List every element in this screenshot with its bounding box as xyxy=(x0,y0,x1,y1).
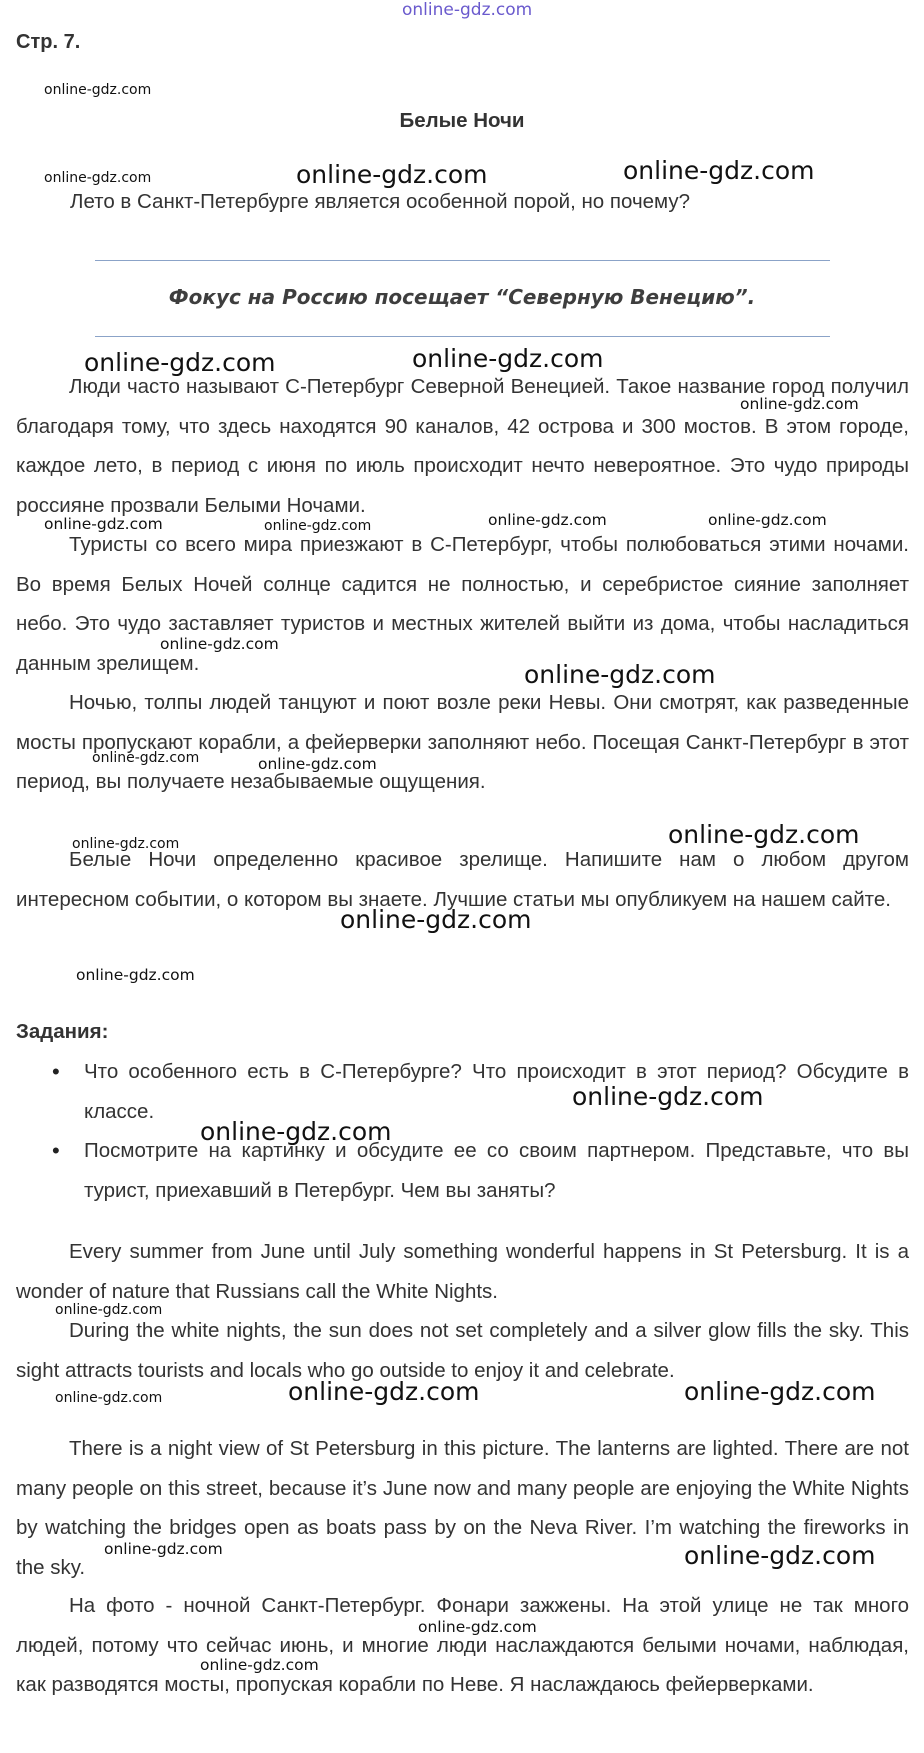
rule-bottom xyxy=(95,336,830,337)
bullet-icon: • xyxy=(52,1138,60,1163)
watermark: online-gdz.com xyxy=(296,160,488,189)
article-paragraph-2: Туристы со всего мира приезжают в С-Петербург, чтобы полюбоваться этими ночами. Во время Белых Ночей солнце садится не полностью, и серебристое сияние заполняет небо. Это чудо заставляет туристов и местных жителей выйти из дома, чтобы насладиться данным зрелищем. xyxy=(16,533,909,675)
watermark: online-gdz.com xyxy=(104,1540,223,1558)
watermark: online-gdz.com xyxy=(412,344,604,373)
watermark: online-gdz.com xyxy=(340,905,532,934)
answer-paragraph-4: На фото - ночной Санкт-Петербург. Фонари зажжены. На этой улице не так много людей, потому что сейчас июнь, и многие люди наслаждаются белыми ночами, наблюдая, как разводятся мосты, пропуская корабли по Неве. Я наслаждаюсь фейерверками. xyxy=(16,1594,909,1696)
task-item: • Посмотрите на картинку и обсудите ее со своим партнером. Представьте, что вы турист, приехавший в Петербург. Чем вы заняты? xyxy=(16,1131,909,1210)
tasks-heading: Задания: xyxy=(16,1020,109,1043)
answer-paragraph-2: During the white nights, the sun does not set completely and a silver glow fills the sky. This sight attracts tourists and locals who go outside to enjoy it and celebrate. xyxy=(16,1319,909,1382)
page-label: Стр. 7. xyxy=(16,31,81,53)
watermark: online-gdz.com xyxy=(200,1656,319,1674)
watermark: online-gdz.com xyxy=(55,1302,163,1318)
watermark: online-gdz.com xyxy=(708,511,827,529)
article-title: Белые Ночи xyxy=(399,109,525,132)
watermark: online-gdz.com xyxy=(623,156,815,185)
bullet-icon: • xyxy=(52,1059,60,1084)
watermark: online-gdz.com xyxy=(524,660,716,689)
watermark: online-gdz.com xyxy=(72,836,180,852)
watermark: online-gdz.com xyxy=(264,518,372,534)
article-paragraph-1: Люди часто называют С-Петербург Северной Венецией. Такое название город получил благодаря тому, что здесь находятся 90 каналов, 42 острова и 300 мостов. В этом городе, каждое лето, в период с июня по июль происходит нечто невероятное. Это чудо природы россияне прозвали Белыми Ночами. xyxy=(16,375,909,517)
answer-paragraph-1: Every summer from June until July something wonderful happens in St Petersburg. It is a wonder of nature that Russians call the White Nights. xyxy=(16,1240,909,1303)
watermark: online-gdz.com xyxy=(44,515,163,533)
watermark: online-gdz.com xyxy=(76,966,195,984)
tasks-list xyxy=(16,1052,909,1210)
watermark: online-gdz.com xyxy=(92,750,200,766)
article-paragraph-3: Ночью, толпы людей танцуют и поют возле реки Невы. Они смотрят, как разведенные мосты пропускают корабли, а фейерверки заполняют небо. Посещая Санкт-Петербург в этот период, вы получаете незабываемые ощущения. xyxy=(16,691,909,793)
watermark: online-gdz.com xyxy=(160,635,279,653)
rule-top xyxy=(95,260,830,261)
watermark: online-gdz.com xyxy=(288,1377,480,1406)
watermark: online-gdz.com xyxy=(740,395,859,413)
watermark: online-gdz.com xyxy=(44,82,152,98)
watermark: online-gdz.com xyxy=(684,1541,876,1570)
watermark: online-gdz.com xyxy=(200,1117,392,1146)
watermark: online-gdz.com xyxy=(258,755,377,773)
watermark: online-gdz.com xyxy=(668,820,860,849)
watermark: online-gdz.com xyxy=(488,511,607,529)
watermark: online-gdz.com xyxy=(55,1390,163,1406)
answer-paragraph-3: There is a night view of St Petersburg in this picture. The lanterns are lighted. There are not many people on this street, because it’s June now and many people are enjoying the White Nights by watching the bridges open as boats pass by on the Neva River. I’m watching the fireworks in the sky. xyxy=(16,1437,909,1579)
watermark: online-gdz.com xyxy=(418,1618,537,1636)
watermark: online-gdz.com xyxy=(684,1377,876,1406)
watermark: online-gdz.com xyxy=(84,348,276,377)
article-paragraph-4: Белые Ночи определенно красивое зрелище. Напишите нам о любом другом интересном событии, о котором вы знаете. Лучшие статьи мы опубликуем на нашем сайте. xyxy=(16,848,909,911)
article-headline: Фокус на Россию посещает “Северную Венецию”. xyxy=(168,285,756,309)
watermark: online-gdz.com xyxy=(44,170,152,186)
task-item: • Что особенного есть в С-Петербурге? Что происходит в этот период? Обсудите в классе. xyxy=(16,1052,909,1131)
watermark-top: online-gdz.com xyxy=(402,0,533,20)
watermark: online-gdz.com xyxy=(572,1082,764,1111)
article-lead: Лето в Санкт-Петербурге является особенной порой, но почему? xyxy=(70,190,691,213)
